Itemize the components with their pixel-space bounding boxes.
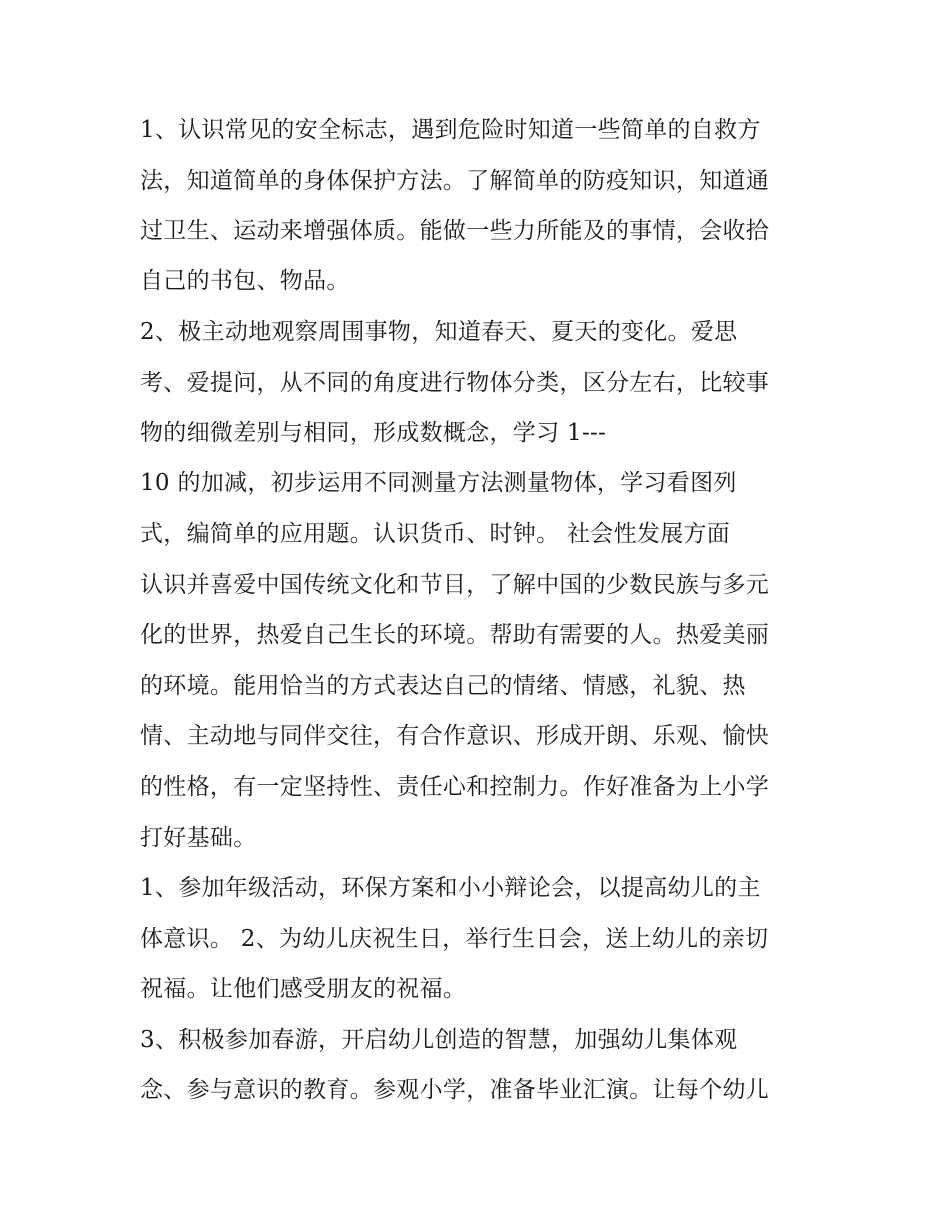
text-line: 1、认识常见的安全标志，遇到危险时知道一些简单的自救方 <box>140 117 761 143</box>
text-line: 打好基础。 <box>140 825 257 851</box>
text-line: 的环境。能用恰当的方式表达自己的情绪、情感，礼貌、热 <box>140 673 746 699</box>
text-line: 情、主动地与同伴交往，有合作意识、形成开朗、乐观、愉快 <box>140 723 770 749</box>
text-line: 式，编简单的应用题。认识货币、时钟。 社会性发展方面 <box>140 521 731 547</box>
text-line: 10 的加减，初步运用不同测量方法测量物体，学习看图列 <box>140 470 737 496</box>
text-line: 念、参与意识的教育。参观小学，准备毕业汇演。让每个幼儿 <box>140 1077 770 1103</box>
text-line: 祝福。让他们感受朋友的祝福。 <box>140 976 467 1002</box>
text-line: 自己的书包、物品。 <box>140 268 350 294</box>
text-line: 体意识。 2、为幼儿庆祝生日，举行生日会，送上幼儿的亲切 <box>140 926 769 952</box>
text-line: 化的世界，热爱自己生长的环境。帮助有需要的人。热爱美丽 <box>140 622 770 648</box>
text-line: 1、参加年级活动，环保方案和小小辩论会，以提高幼儿的主 <box>140 875 761 901</box>
text-line: 过卫生、运动来增强体质。能做一些力所能及的事情，会收拾 <box>140 218 770 244</box>
text-line: 2、极主动地观察周围事物，知道春天、夏天的变化。爱思 <box>140 319 738 345</box>
text-line: 考、爱提问，从不同的角度进行物体分类，区分左右，比较事 <box>140 370 770 396</box>
text-line: 认识并喜爱中国传统文化和节目，了解中国的少数民族与多元 <box>140 572 770 598</box>
text-line: 3、积极参加春游，开启幼儿创造的智慧，加强幼儿集体观 <box>140 1027 738 1053</box>
text-line: 物的细微差别与相同，形成数概念，学习 1--- <box>140 420 607 446</box>
text-line: 法，知道简单的身体保护方法。了解简单的防疫知识，知道通 <box>140 168 770 194</box>
text-line: 的性格，有一定坚持性、责任心和控制力。作好准备为上小学 <box>140 774 770 800</box>
